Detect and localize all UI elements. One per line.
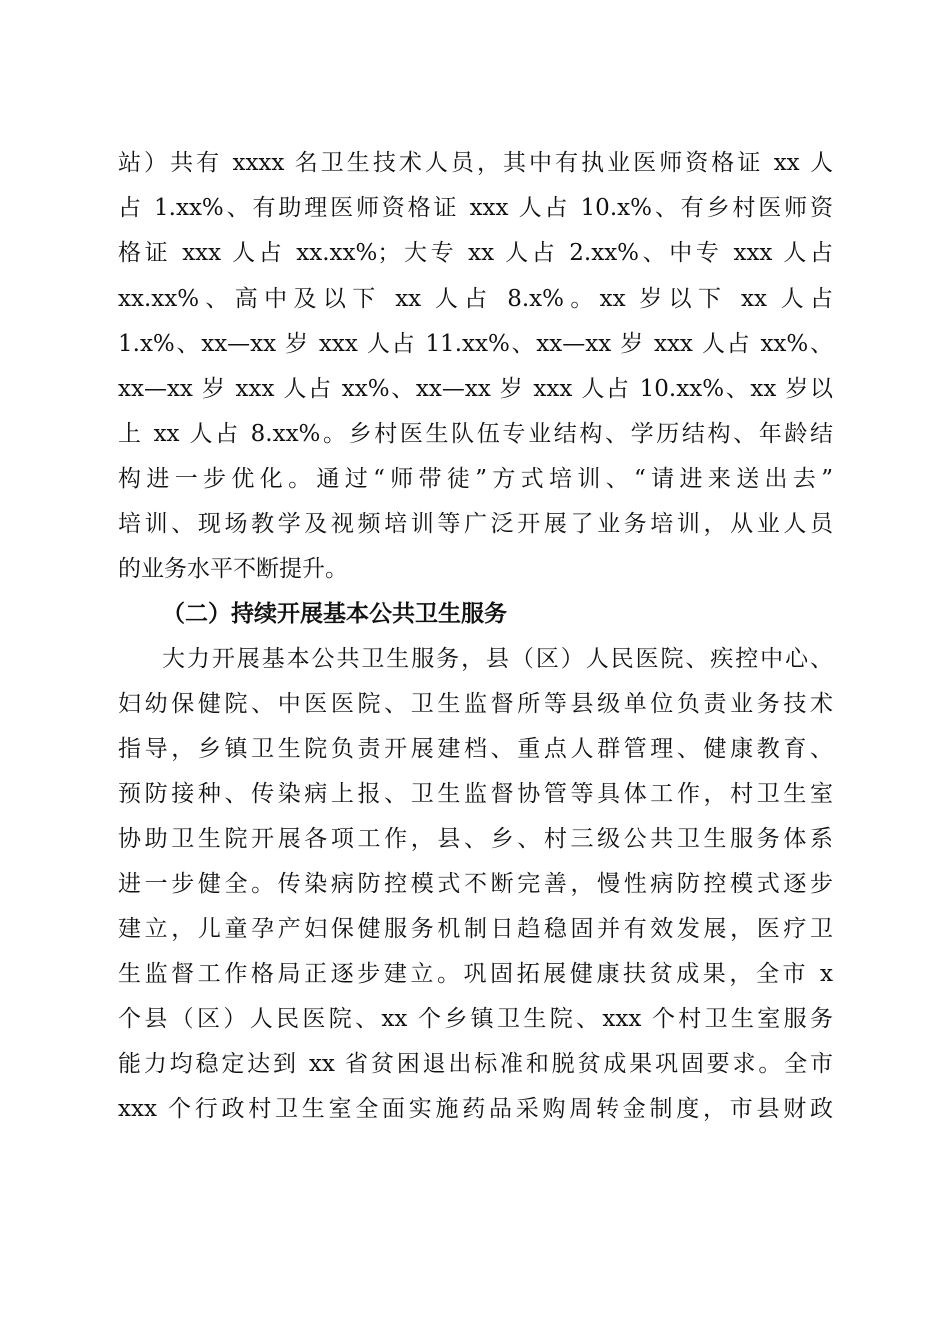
text-line: 进一步健全。传染病防控模式不断完善，慢性病防控模式逐步 — [118, 871, 833, 897]
text-line: 生监督工作格局正逐步建立。巩固拓展健康扶贫成果，全市 x — [118, 961, 833, 987]
text-line: 指导，乡镇卫生院负责开展建档、重点人群管理、健康教育、 — [118, 736, 833, 762]
text-line: 建立，儿童孕产妇保健服务机制日趋稳固并有效发展，医疗卫 — [118, 916, 833, 942]
text-line: 格证 xxx 人占 xx.xx%；大专 xx 人占 2.xx%、中专 xxx 人占 — [118, 240, 833, 266]
text-line: 大力开展基本公共卫生服务，县（区）人民医院、疾控中心、 — [162, 646, 833, 672]
text-line: 预防接种、传染病上报、卫生监督协管等具体工作，村卫生室 — [118, 781, 833, 807]
text-line: 占 1.xx%、有助理医师资格证 xxx 人占 10.x%、有乡村医师资 — [118, 195, 833, 221]
text-line: xxx 个行政村卫生室全面实施药品采购周转金制度，市县财政 — [118, 1096, 833, 1122]
text-line: xx.xx%、高中及以下 xx 人占 8.x%。xx 岁以下 xx 人占 — [118, 286, 833, 312]
text-line: 个县（区）人民医院、xx 个乡镇卫生院、xxx 个村卫生室服务 — [118, 1006, 833, 1032]
section-heading: （二）持续开展基本公共卫生服务 — [162, 600, 507, 627]
text-line: 上 xx 人占 8.xx%。乡村医生队伍专业结构、学历结构、年龄结 — [118, 421, 833, 447]
text-line: 的业务水平不断提升。 — [118, 556, 348, 582]
text-line: 协助卫生院开展各项工作，县、乡、村三级公共卫生服务体系 — [118, 826, 833, 852]
text-line: 构进一步优化。通过“师带徒”方式培训、“请进来送出去” — [118, 466, 833, 492]
text-line: 能力均稳定达到 xx 省贫困退出标准和脱贫成果巩固要求。全市 — [118, 1051, 833, 1077]
text-line: 培训、现场教学及视频培训等广泛开展了业务培训，从业人员 — [118, 511, 833, 537]
text-line: 1.x%、xx—xx 岁 xxx 人占 11.xx%、xx—xx 岁 xxx 人占 xx%、 — [118, 331, 833, 357]
text-line: 妇幼保健院、中医医院、卫生监督所等县级单位负责业务技术 — [118, 691, 833, 717]
text-line: xx—xx 岁 xxx 人占 xx%、xx—xx 岁 xxx 人占 10.xx%、xx 岁以 — [118, 376, 833, 402]
text-line: 站）共有 xxxx 名卫生技术人员，其中有执业医师资格证 xx 人 — [118, 150, 833, 176]
